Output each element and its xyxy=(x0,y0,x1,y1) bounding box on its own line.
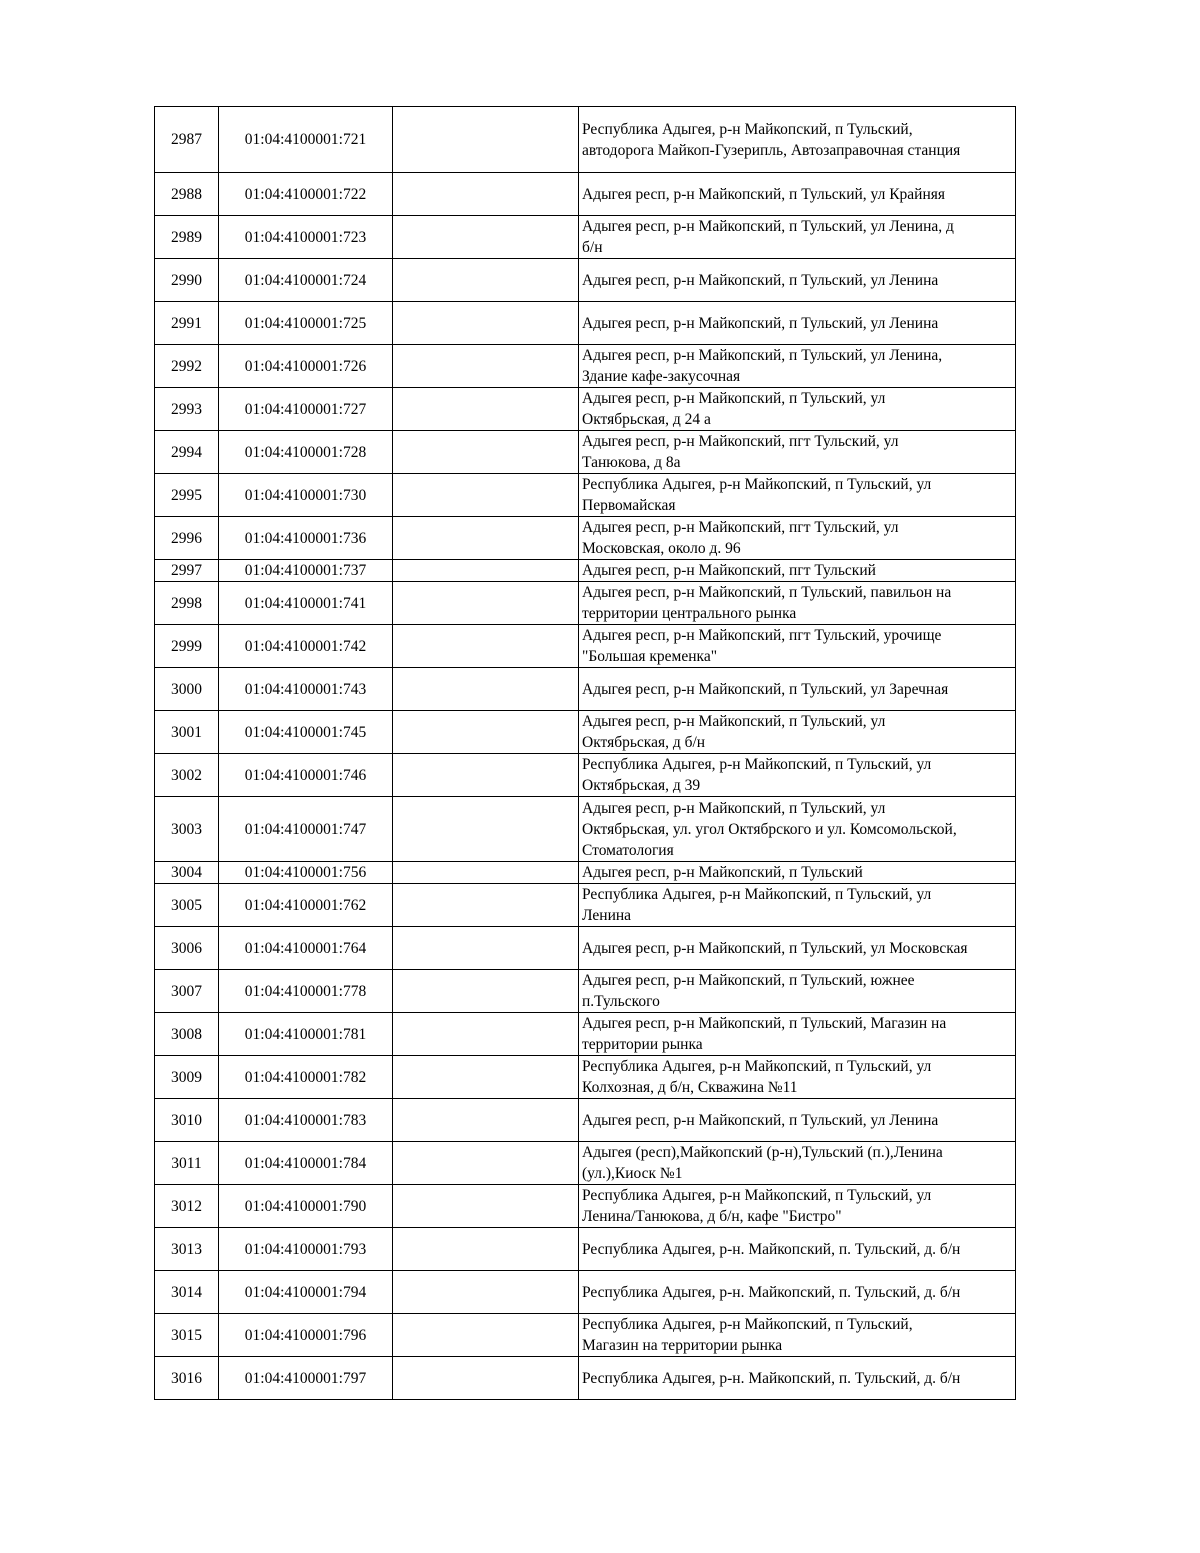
cadastral-number: 01:04:4100001:784 xyxy=(219,1142,393,1185)
cadastral-number: 01:04:4100001:746 xyxy=(219,754,393,797)
table-row xyxy=(155,560,1016,582)
address: Адыгея респ, р-н Майкопский, п Тульский, Магазин на территории рынка xyxy=(579,1013,1016,1056)
empty-cell xyxy=(393,431,579,474)
table-row xyxy=(155,259,1016,302)
row-number: 2999 xyxy=(155,625,219,668)
table-row xyxy=(155,625,1016,668)
cadastral-number: 01:04:4100001:782 xyxy=(219,1056,393,1099)
empty-cell xyxy=(393,388,579,431)
cadastral-number: 01:04:4100001:781 xyxy=(219,1013,393,1056)
row-number: 3004 xyxy=(155,862,219,884)
address: Адыгея респ, р-н Майкопский, п Тульский, ул Октябрьская, ул. угол Октябрского и ул. Комсомольской, Стоматология xyxy=(579,797,1016,862)
row-number: 3014 xyxy=(155,1271,219,1314)
address: Адыгея респ, р-н Майкопский, пгт Тульский xyxy=(579,560,1016,582)
address: Адыгея респ, р-н Майкопский, п Тульский, ул Крайняя xyxy=(579,173,1016,216)
row-number: 2995 xyxy=(155,474,219,517)
cadastral-number: 01:04:4100001:794 xyxy=(219,1271,393,1314)
row-number: 3009 xyxy=(155,1056,219,1099)
row-number: 3000 xyxy=(155,668,219,711)
address: Адыгея респ, р-н Майкопский, п Тульский, ул Заречная xyxy=(579,668,1016,711)
cadastral-number: 01:04:4100001:778 xyxy=(219,970,393,1013)
cadastral-number: 01:04:4100001:745 xyxy=(219,711,393,754)
row-number: 3016 xyxy=(155,1357,219,1400)
table-row xyxy=(155,797,1016,862)
row-number: 2989 xyxy=(155,216,219,259)
table-row xyxy=(155,216,1016,259)
empty-cell xyxy=(393,668,579,711)
cadastral-number: 01:04:4100001:743 xyxy=(219,668,393,711)
address: Республика Адыгея, р-н. Майкопский, п. Тульский, д. б/н xyxy=(579,1228,1016,1271)
row-number: 2987 xyxy=(155,107,219,173)
empty-cell xyxy=(393,1099,579,1142)
row-number: 3003 xyxy=(155,797,219,862)
table-body xyxy=(155,107,1016,1400)
empty-cell xyxy=(393,1314,579,1357)
empty-cell xyxy=(393,173,579,216)
cadastral-number: 01:04:4100001:728 xyxy=(219,431,393,474)
table-row xyxy=(155,1185,1016,1228)
row-number: 3015 xyxy=(155,1314,219,1357)
empty-cell xyxy=(393,1185,579,1228)
address: Адыгея респ, р-н Майкопский, п Тульский, южнее п.Тульского xyxy=(579,970,1016,1013)
cadastral-number: 01:04:4100001:722 xyxy=(219,173,393,216)
cadastral-number: 01:04:4100001:764 xyxy=(219,927,393,970)
table-row xyxy=(155,970,1016,1013)
empty-cell xyxy=(393,582,579,625)
address: Адыгея респ, р-н Майкопский, пгт Тульский, ул Московская, около д. 96 xyxy=(579,517,1016,560)
table-row xyxy=(155,1357,1016,1400)
table-row xyxy=(155,345,1016,388)
cadastral-number: 01:04:4100001:736 xyxy=(219,517,393,560)
address: Республика Адыгея, р-н Майкопский, п Тульский, ул Ленина/Танюкова, д б/н, кафе "Бистро" xyxy=(579,1185,1016,1228)
empty-cell xyxy=(393,927,579,970)
address: Республика Адыгея, р-н Майкопский, п Тульский, автодорога Майкоп-Гузерипль, Автозаправочная станция xyxy=(579,107,1016,173)
table-row xyxy=(155,927,1016,970)
row-number: 2996 xyxy=(155,517,219,560)
empty-cell xyxy=(393,884,579,927)
address: Адыгея респ, р-н Майкопский, п Тульский, ул Ленина xyxy=(579,259,1016,302)
cadastral-number: 01:04:4100001:727 xyxy=(219,388,393,431)
empty-cell xyxy=(393,107,579,173)
cadastral-number: 01:04:4100001:723 xyxy=(219,216,393,259)
cadastral-number: 01:04:4100001:796 xyxy=(219,1314,393,1357)
empty-cell xyxy=(393,1056,579,1099)
address: Адыгея респ, р-н Майкопский, п Тульский, павильон на территории центрального рынка xyxy=(579,582,1016,625)
table-row xyxy=(155,1056,1016,1099)
address: Адыгея (респ),Майкопский (р-н),Тульский (п.),Ленина (ул.),Киоск №1 xyxy=(579,1142,1016,1185)
row-number: 3011 xyxy=(155,1142,219,1185)
row-number: 3012 xyxy=(155,1185,219,1228)
table-row xyxy=(155,517,1016,560)
cadastral-number: 01:04:4100001:724 xyxy=(219,259,393,302)
cadastral-number: 01:04:4100001:762 xyxy=(219,884,393,927)
cadastral-number: 01:04:4100001:783 xyxy=(219,1099,393,1142)
row-number: 2997 xyxy=(155,560,219,582)
cadastral-number: 01:04:4100001:725 xyxy=(219,302,393,345)
cadastral-number: 01:04:4100001:742 xyxy=(219,625,393,668)
table-row xyxy=(155,582,1016,625)
address: Республика Адыгея, р-н Майкопский, п Тульский, ул Октябрьская, д 39 xyxy=(579,754,1016,797)
table-row xyxy=(155,1228,1016,1271)
empty-cell xyxy=(393,1142,579,1185)
cadastral-number: 01:04:4100001:797 xyxy=(219,1357,393,1400)
table-row xyxy=(155,1142,1016,1185)
table-row xyxy=(155,1099,1016,1142)
row-number: 3010 xyxy=(155,1099,219,1142)
empty-cell xyxy=(393,1357,579,1400)
table-row xyxy=(155,862,1016,884)
empty-cell xyxy=(393,560,579,582)
row-number: 2992 xyxy=(155,345,219,388)
address: Республика Адыгея, р-н Майкопский, п Тульский, ул Первомайская xyxy=(579,474,1016,517)
empty-cell xyxy=(393,1013,579,1056)
row-number: 2993 xyxy=(155,388,219,431)
table-row xyxy=(155,173,1016,216)
table-row xyxy=(155,388,1016,431)
row-number: 2990 xyxy=(155,259,219,302)
cadastral-number: 01:04:4100001:756 xyxy=(219,862,393,884)
row-number: 2988 xyxy=(155,173,219,216)
empty-cell xyxy=(393,216,579,259)
row-number: 3007 xyxy=(155,970,219,1013)
row-number: 3002 xyxy=(155,754,219,797)
address: Адыгея респ, р-н Майкопский, п Тульский, ул Октябрьская, д 24 а xyxy=(579,388,1016,431)
empty-cell xyxy=(393,625,579,668)
table-row xyxy=(155,474,1016,517)
empty-cell xyxy=(393,862,579,884)
cadastral-number: 01:04:4100001:790 xyxy=(219,1185,393,1228)
row-number: 2998 xyxy=(155,582,219,625)
table-row xyxy=(155,754,1016,797)
address: Адыгея респ, р-н Майкопский, п Тульский, ул Октябрьская, д б/н xyxy=(579,711,1016,754)
empty-cell xyxy=(393,970,579,1013)
address: Адыгея респ, р-н Майкопский, п Тульский, ул Ленина xyxy=(579,302,1016,345)
table-row xyxy=(155,107,1016,173)
row-number: 3008 xyxy=(155,1013,219,1056)
table-row xyxy=(155,1314,1016,1357)
table-row xyxy=(155,884,1016,927)
address: Республика Адыгея, р-н Майкопский, п Тульский, ул Ленина xyxy=(579,884,1016,927)
cadastral-number: 01:04:4100001:793 xyxy=(219,1228,393,1271)
row-number: 3001 xyxy=(155,711,219,754)
table-row xyxy=(155,302,1016,345)
row-number: 2991 xyxy=(155,302,219,345)
empty-cell xyxy=(393,345,579,388)
address: Адыгея респ, р-н Майкопский, пгт Тульский, урочище "Большая кременка" xyxy=(579,625,1016,668)
address: Республика Адыгея, р-н. Майкопский, п. Тульский, д. б/н xyxy=(579,1271,1016,1314)
cadastral-number: 01:04:4100001:737 xyxy=(219,560,393,582)
cadastral-number: 01:04:4100001:741 xyxy=(219,582,393,625)
row-number: 3006 xyxy=(155,927,219,970)
row-number: 2994 xyxy=(155,431,219,474)
table-row xyxy=(155,711,1016,754)
row-number: 3005 xyxy=(155,884,219,927)
address: Республика Адыгея, р-н Майкопский, п Тульский, Магазин на территории рынка xyxy=(579,1314,1016,1357)
table-row xyxy=(155,1013,1016,1056)
address: Республика Адыгея, р-н. Майкопский, п. Тульский, д. б/н xyxy=(579,1357,1016,1400)
cadastral-number: 01:04:4100001:730 xyxy=(219,474,393,517)
address: Адыгея респ, р-н Майкопский, п Тульский, ул Ленина xyxy=(579,1099,1016,1142)
cadastral-number: 01:04:4100001:721 xyxy=(219,107,393,173)
empty-cell xyxy=(393,302,579,345)
empty-cell xyxy=(393,1271,579,1314)
address: Республика Адыгея, р-н Майкопский, п Тульский, ул Колхозная, д б/н, Скважина №11 xyxy=(579,1056,1016,1099)
cadastral-number: 01:04:4100001:726 xyxy=(219,345,393,388)
empty-cell xyxy=(393,259,579,302)
row-number: 3013 xyxy=(155,1228,219,1271)
cadastral-table xyxy=(154,106,1016,1400)
address: Адыгея респ, р-н Майкопский, пгт Тульский, ул Танюкова, д 8а xyxy=(579,431,1016,474)
table-row xyxy=(155,668,1016,711)
table-row xyxy=(155,1271,1016,1314)
empty-cell xyxy=(393,711,579,754)
empty-cell xyxy=(393,754,579,797)
cadastral-number: 01:04:4100001:747 xyxy=(219,797,393,862)
table-row xyxy=(155,431,1016,474)
empty-cell xyxy=(393,474,579,517)
empty-cell xyxy=(393,797,579,862)
address: Адыгея респ, р-н Майкопский, п Тульский, ул Ленина, д б/н xyxy=(579,216,1016,259)
address: Адыгея респ, р-н Майкопский, п Тульский, ул Московская xyxy=(579,927,1016,970)
address: Адыгея респ, р-н Майкопский, п Тульский xyxy=(579,862,1016,884)
empty-cell xyxy=(393,517,579,560)
address: Адыгея респ, р-н Майкопский, п Тульский, ул Ленина, Здание кафе-закусочная xyxy=(579,345,1016,388)
empty-cell xyxy=(393,1228,579,1271)
